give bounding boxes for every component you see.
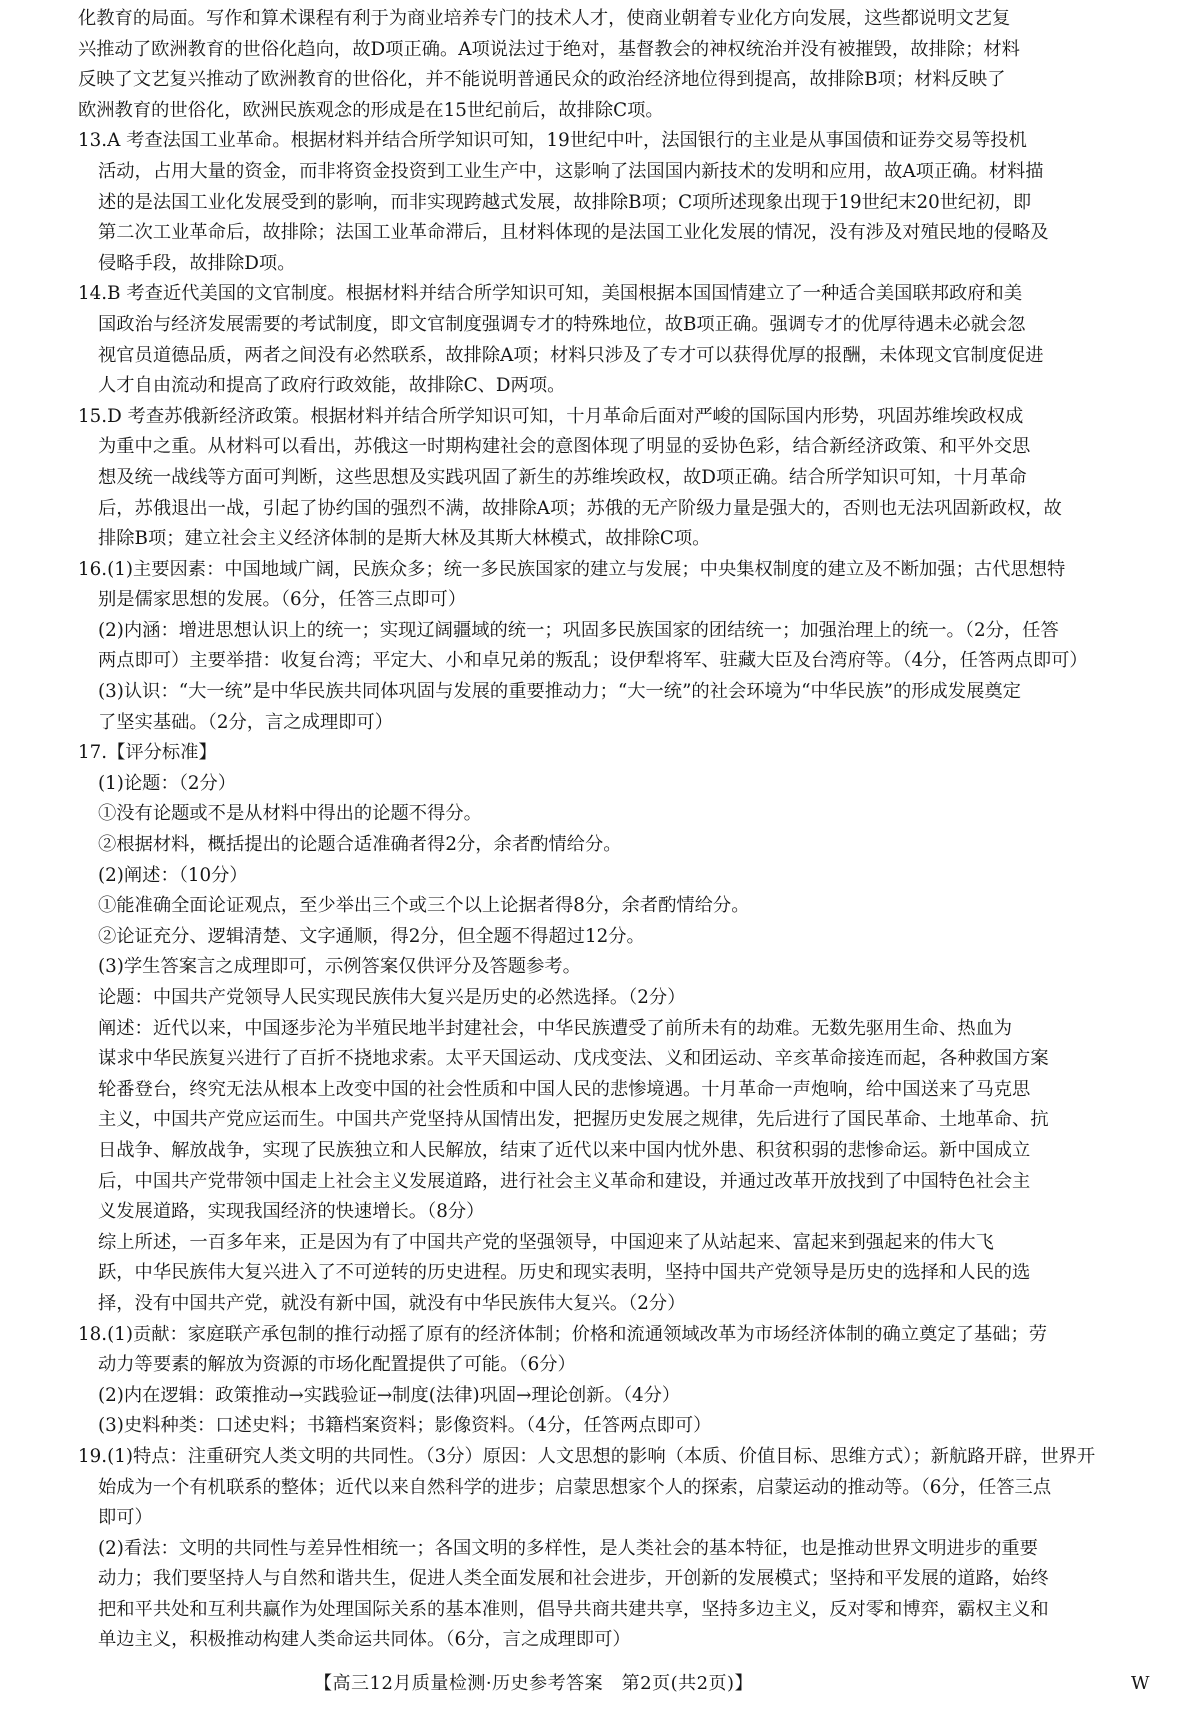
text-line: 后，苏俄退出一战，引起了协约国的强烈不满，故排除A项；苏俄的无产阶级力量是强大的，否则也无法巩固新政权，故	[98, 497, 1062, 519]
text-line: 跃，中华民族伟大复兴进入了不可逆转的历史进程。历史和现实表明，坚持中国共产党领导是历史的选择和人民的选	[98, 1262, 1031, 1284]
text-line: 述的是法国工业化发展受到的影响，而非实现跨越式发展，故排除B项；C项所述现象出现于19世纪末20世纪初，即	[98, 191, 1032, 213]
text-line: 欧洲教育的世俗化，欧洲民族观念的形成是在15世纪前后，故排除C项。	[78, 99, 664, 121]
text-line: 14.B 考查近代美国的文官制度。根据材料并结合所学知识可知，美国根据本国国情建立了一种适合美国联邦政府和美	[78, 283, 1023, 305]
text-line: ①能准确全面论证观点，至少举出三个或三个以上论据者得8分，余者酌情给分。	[98, 895, 750, 917]
text-line: ①没有论题或不是从材料中得出的论题不得分。	[98, 803, 482, 825]
text-line: 第二次工业革命后，故排除；法国工业革命滞后，且材料体现的是法国工业化发展的情况，没有涉及对殖民地的侵略及	[98, 222, 1049, 244]
text-line: 反映了文艺复兴推动了欧洲教育的世俗化，并不能说明普通民众的政治经济地位得到提高，故排除B项；材料反映了	[78, 69, 1006, 91]
text-line: 动力；我们要坚持人与自然和谐共生，促进人类全面发展和社会进步，开创新的发展模式；坚持和平发展的道路，始终	[98, 1568, 1049, 1590]
text-line: 了坚实基础。（2分，言之成理即可）	[98, 711, 393, 733]
text-line: 视官员道德品质，两者之间没有必然联系，故排除A项；材料只涉及了专才可以获得优厚的报酬，未体现文官制度促进	[98, 344, 1044, 366]
text-line: 义发展道路，实现我国经济的快速增长。（8分）	[98, 1201, 485, 1223]
text-line: 谋求中华民族复兴进行了百折不挠地求索。太平天国运动、戊戌变法、义和团运动、辛亥革命接连而起，各种救国方案	[98, 1048, 1049, 1070]
text-line: 兴推动了欧洲教育的世俗化趋向，故D项正确。A项说法过于绝对，基督教会的神权统治并没有被摧毁，故排除；材料	[78, 38, 1020, 60]
text-line: 即可）	[98, 1507, 153, 1529]
text-line: 人才自由流动和提高了政府行政效能，故排除C、D两项。	[98, 375, 566, 397]
text-line: (2)内在逻辑：政策推动→实践验证→制度(法律)巩固→理论创新。（4分）	[98, 1384, 681, 1406]
text-line: (2)内涵：增进思想认识上的统一；实现辽阔疆域的统一；巩固多民族国家的团结统一；加强治理上的统一。（2分，任答	[98, 619, 1059, 641]
text-line: 主义，中国共产党应运而生。中国共产党坚持从国情出发，把握历史发展之规律，先后进行了国民革命、土地革命、抗	[98, 1109, 1049, 1131]
text-line: 为重中之重。从材料可以看出，苏俄这一时期构建社会的意图体现了明显的妥协色彩，结合新经济政策、和平外交思	[98, 436, 1031, 458]
text-line: 活动，占用大量的资金，而非将资金投资到工业生产中，这影响了法国国内新技术的发明和应用，故A项正确。材料描	[98, 160, 1044, 182]
text-line: 择，没有中国共产党，就没有新中国，就没有中华民族伟大复兴。（2分）	[98, 1292, 686, 1314]
text-line: 两点即可）主要举措：收复台湾；平定大、小和卓兄弟的叛乱；设伊犁将军、驻藏大臣及台湾府等。（4分，任答两点即可）	[98, 650, 1088, 672]
text-line: ②论证充分、逻辑清楚、文字通顺，得2分，但全题不得超过12分。	[98, 925, 645, 947]
text-line: 始成为一个有机联系的整体；近代以来自然科学的进步；启蒙思想家个人的探索，启蒙运动的推动等。（6分，任答三点	[98, 1476, 1052, 1498]
text-line: (2)看法：文明的共同性与差异性相统一；各国文明的多样性，是人类社会的基本特征，也是推动世界文明进步的重要	[98, 1537, 1038, 1559]
text-line: 侵略手段，故排除D项。	[98, 252, 296, 274]
text-line: ②根据材料，概括提出的论题合适准确者得2分，余者酌情给分。	[98, 834, 622, 856]
text-line: 17.【评分标准】	[78, 742, 217, 764]
text-line: (3)学生答案言之成理即可，示例答案仅供评分及答题参考。	[98, 956, 581, 978]
text-line: 综上所述，一百多年来，正是因为有了中国共产党的坚强领导，中国迎来了从站起来、富起来到强起来的伟大飞	[98, 1231, 994, 1253]
answer-text-body	[78, 4, 1168, 1656]
footer-title: 【高三12月质量检测·历史参考答案 第2页(共2页)】	[314, 1673, 754, 1694]
text-line: 后，中国共产党带领中国走上社会主义发展道路，进行社会主义革命和建设，并通过改革开放找到了中国特色社会主	[98, 1170, 1031, 1192]
text-line: (1)论题：（2分）	[98, 772, 237, 794]
text-line: 别是儒家思想的发展。（6分，任答三点即可）	[98, 589, 467, 611]
text-line: 把和平共处和互利共赢作为处理国际关系的基本准则，倡导共商共建共享，坚持多边主义，反对零和博弈，霸权主义和	[98, 1598, 1049, 1620]
text-line: (3)史料种类：口述史料；书籍档案资料；影像资料。（4分，任答两点即可）	[98, 1415, 712, 1437]
text-line: 18.(1)贡献：家庭联产承包制的推行动摇了原有的经济体制；价格和流通领域改革为市场经济体制的确立奠定了基础；劳	[78, 1323, 1048, 1345]
text-line: 动力等要素的解放为资源的市场化配置提供了可能。（6分）	[98, 1354, 576, 1376]
text-line: 单边主义，积极推动构建人类命运共同体。（6分，言之成理即可）	[98, 1629, 631, 1651]
text-line: 论题：中国共产党领导人民实现民族伟大复兴是历史的必然选择。（2分）	[98, 987, 686, 1008]
text-line: 日战争、解放战争，实现了民族独立和人民解放，结束了近代以来中国内忧外患、积贫积弱的悲惨命运。新中国成立	[98, 1139, 1031, 1161]
footer-code: W	[1131, 1673, 1150, 1694]
text-line: 排除B项；建立社会主义经济体制的是斯大林及其斯大林模式，故排除C项。	[98, 528, 711, 550]
text-line: 15.D 考查苏俄新经济政策。根据材料并结合所学知识可知，十月革命后面对严峻的国际国内形势，巩固苏维埃政权成	[78, 405, 1024, 427]
text-line: 国政治与经济发展需要的考试制度，即文官制度强调专才的特殊地位，故B项正确。强调专才的优厚待遇未必就会忽	[98, 313, 1026, 335]
text-line: (3)认识：“大一统”是中华民族共同体巩固与发展的重要推动力；“大一统”的社会环境为“中华民族”的形成发展奠定	[98, 681, 1021, 703]
text-line: (2)阐述：（10分）	[98, 864, 248, 886]
text-line: 想及统一战线等方面可判断，这些思想及实践巩固了新生的苏维埃政权，故D项正确。结合所学知识可知，十月革命	[98, 466, 1027, 488]
text-line: 13.A 考查法国工业革命。根据材料并结合所学知识可知，19世纪中叶，法国银行的主业是从事国债和证券交易等投机	[78, 130, 1027, 152]
text-line: 轮番登台，终究无法从根本上改变中国的社会性质和中国人民的悲惨境遇。十月革命一声炮响，给中国送来了马克思	[98, 1078, 1031, 1100]
page-footer	[0, 1668, 1200, 1700]
text-line: 化教育的局面。写作和算术课程有利于为商业培养专门的技术人才，使商业朝着专业化方向发展，这些都说明文艺复	[78, 8, 1011, 29]
text-line: 16.(1)主要因素：中国地域广阔，民族众多；统一多民族国家的建立与发展；中央集权制度的建立及不断加强；古代思想特	[78, 558, 1066, 580]
text-line: 阐述：近代以来，中国逐步沦为半殖民地半封建社会，中华民族遭受了前所未有的劫难。无数先驱用生命、热血为	[98, 1017, 1013, 1039]
text-line: 19.(1)特点：注重研究人类文明的共同性。（3分）原因：人文思想的影响（本质、价值目标、思维方式）；新航路开辟，世界开	[78, 1445, 1096, 1467]
